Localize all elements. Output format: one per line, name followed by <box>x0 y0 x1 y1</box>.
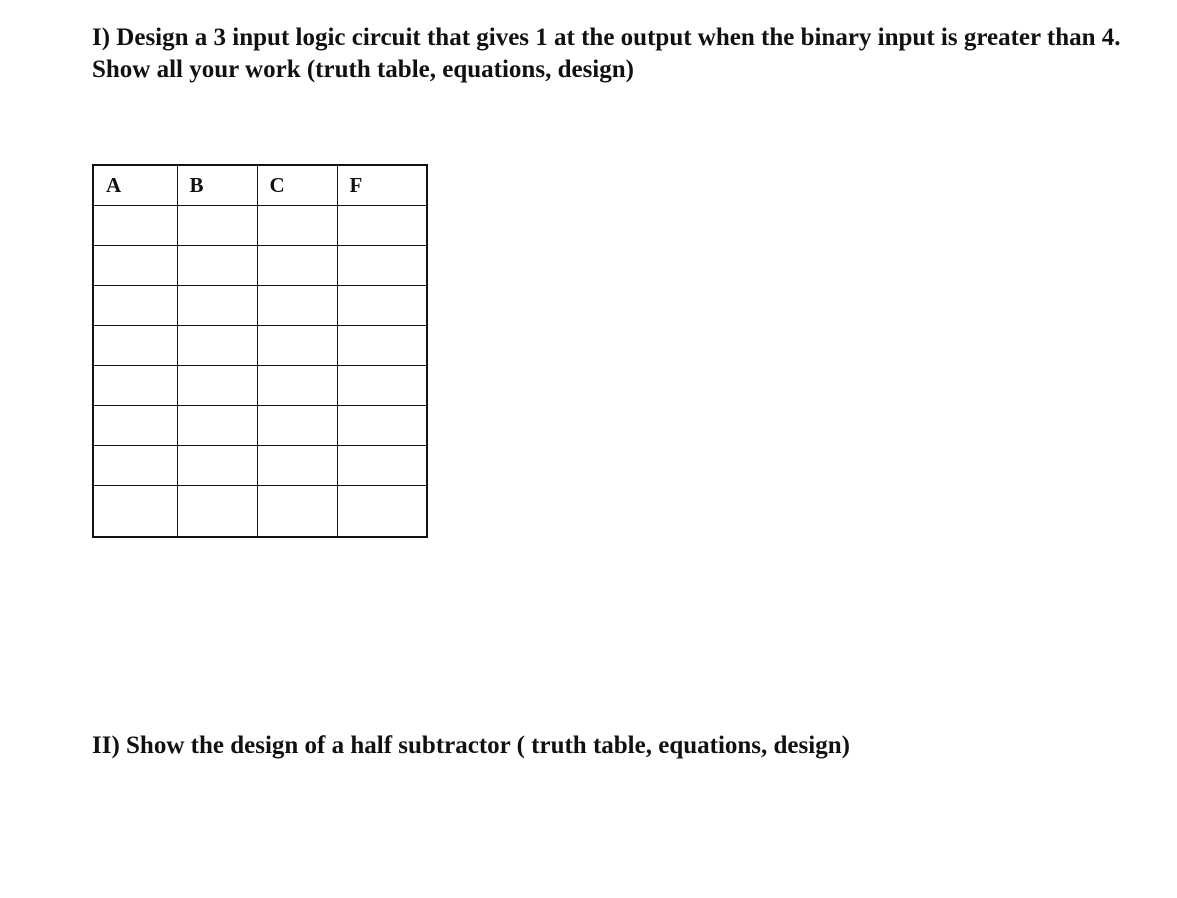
table-cell <box>337 245 427 285</box>
table-row <box>93 365 427 405</box>
table-cell <box>337 325 427 365</box>
table-cell <box>337 405 427 445</box>
table-cell <box>337 285 427 325</box>
table-cell <box>337 485 427 537</box>
table-cell <box>257 245 337 285</box>
table-cell <box>177 365 257 405</box>
table-row <box>93 285 427 325</box>
table-row <box>93 445 427 485</box>
table-cell <box>177 245 257 285</box>
question-1-text: I) Design a 3 input logic circuit that gives 1 at the output when the binary input is greater than 4. Show all your work (truth table, equations, design) <box>92 24 1121 83</box>
table-cell <box>93 365 177 405</box>
header-cell-b: B <box>177 165 257 205</box>
table-cell <box>257 405 337 445</box>
table-cell <box>93 325 177 365</box>
table-cell <box>93 405 177 445</box>
table-cell <box>337 365 427 405</box>
table-cell <box>93 285 177 325</box>
table-cell <box>257 365 337 405</box>
table-cell <box>257 325 337 365</box>
header-cell-a: A <box>93 165 177 205</box>
table-cell <box>177 285 257 325</box>
table-cell <box>337 205 427 245</box>
truth-table-header-row <box>93 165 427 205</box>
question-2-text: II) Show the design of a half subtractor ( truth table, equations, design) <box>92 732 850 759</box>
table-cell <box>257 285 337 325</box>
table-row <box>93 405 427 445</box>
table-cell <box>177 405 257 445</box>
table-cell <box>93 245 177 285</box>
table-cell <box>257 205 337 245</box>
header-cell-f: F <box>337 165 427 205</box>
table-row <box>93 325 427 365</box>
table-cell <box>177 445 257 485</box>
table-cell <box>257 445 337 485</box>
table-cell <box>93 485 177 537</box>
table-row <box>93 245 427 285</box>
header-cell-c: C <box>257 165 337 205</box>
table-cell <box>93 205 177 245</box>
table-cell <box>177 485 257 537</box>
table-row <box>93 205 427 245</box>
table-cell <box>337 445 427 485</box>
table-cell <box>177 205 257 245</box>
table-row <box>93 485 427 537</box>
table-cell <box>257 485 337 537</box>
table-cell <box>177 325 257 365</box>
table-cell <box>93 445 177 485</box>
truth-table <box>92 164 428 538</box>
